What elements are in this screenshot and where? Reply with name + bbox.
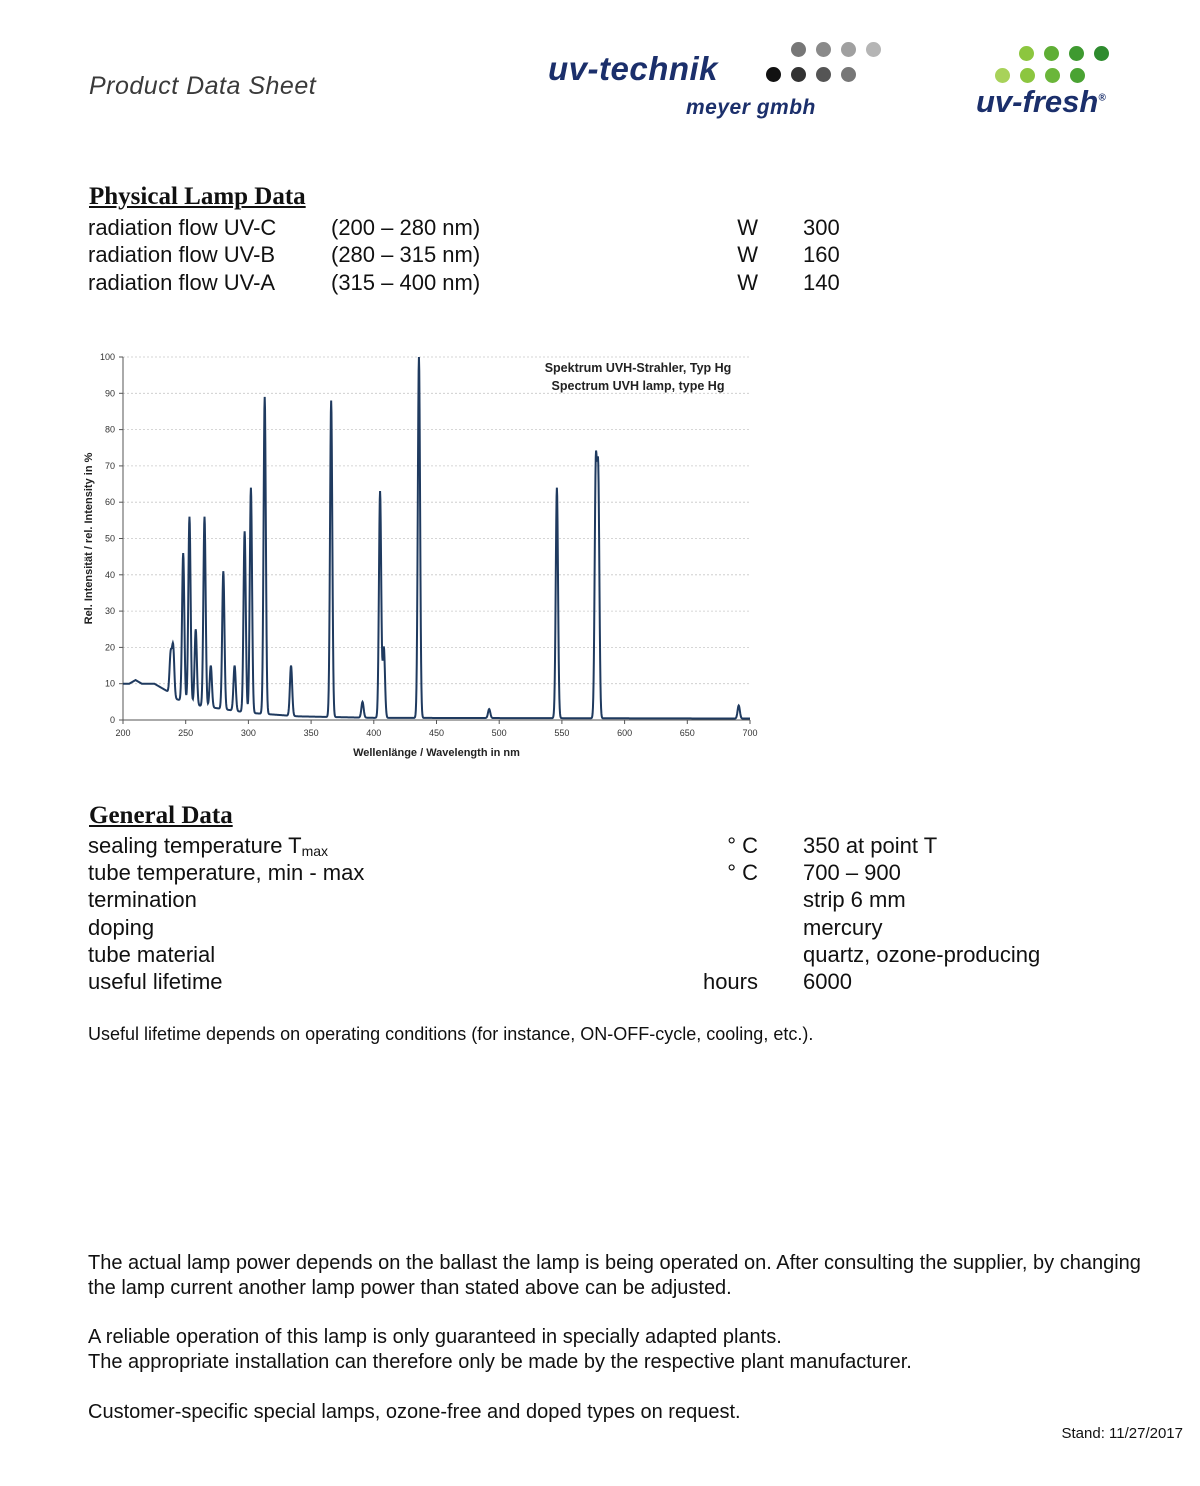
- x-tick-label: 250: [178, 728, 194, 738]
- logo-dot: [791, 67, 806, 82]
- y-tick-label: 20: [104, 642, 115, 653]
- general-row: [0, 833, 1200, 860]
- chart-title: Spektrum UVH-Strahler, Typ Hg: [544, 361, 732, 375]
- row-unit: ° C: [727, 860, 758, 885]
- general-row: [0, 942, 1200, 969]
- chart-subtitle: Spectrum UVH lamp, type Hg: [551, 379, 725, 393]
- row-value: strip 6 mm: [803, 887, 906, 912]
- row-value: mercury: [803, 915, 883, 940]
- row-value: 140: [803, 270, 840, 295]
- logo-dot: [1019, 46, 1034, 61]
- logo-dot: [1020, 68, 1035, 83]
- physical-row: [0, 270, 1200, 297]
- x-tick-label: 400: [366, 728, 382, 738]
- spectrum-series-line: [123, 357, 750, 719]
- y-tick-label: 70: [104, 460, 115, 471]
- logo-dot: [1094, 46, 1109, 61]
- row-label: radiation flow UV-C: [88, 215, 277, 240]
- logo-dot: [1070, 68, 1085, 83]
- row-label-subscript: max: [301, 843, 329, 859]
- y-tick-label: 40: [104, 569, 115, 580]
- special-lamps-paragraph: Customer-specific special lamps, ozone-free and doped types on request.: [88, 1401, 741, 1423]
- row-value: 6000: [803, 969, 852, 994]
- physical-row: [0, 242, 1200, 269]
- row-value: 300: [803, 215, 840, 240]
- row-range: (280 – 315 nm): [331, 242, 481, 267]
- row-unit: W: [737, 270, 758, 295]
- general-row: [0, 860, 1200, 887]
- physical-section-title: Physical Lamp Data: [89, 183, 306, 210]
- row-range: (200 – 280 nm): [331, 215, 481, 240]
- logo-dot: [816, 67, 831, 82]
- x-tick-label: 600: [617, 728, 633, 738]
- general-row: [0, 915, 1200, 942]
- row-unit: W: [737, 242, 758, 267]
- logo-dot: [1044, 46, 1059, 61]
- logo-dot: [841, 42, 856, 57]
- y-tick-label: 30: [104, 606, 115, 617]
- spectrum-chart-svg: [78, 345, 778, 765]
- row-range: (315 – 400 nm): [331, 270, 481, 295]
- logo-dot: [866, 42, 881, 57]
- brand-logo-text: uv-technik: [548, 50, 719, 87]
- row-unit: W: [737, 215, 758, 240]
- x-tick-label: 550: [554, 728, 570, 738]
- brand-logo-subtext: meyer gmbh: [686, 96, 816, 119]
- y-tick-label: 50: [104, 533, 115, 544]
- general-section-title: General Data: [89, 802, 233, 829]
- row-value: quartz, ozone-producing: [803, 942, 1041, 967]
- x-tick-label: 300: [240, 728, 256, 738]
- physical-row: [0, 215, 1200, 242]
- general-row: [0, 969, 1200, 996]
- operation-paragraph-line1: A reliable operation of this lamp is only guaranteed in specially adapted plants.: [88, 1326, 782, 1348]
- general-row: [0, 887, 1200, 914]
- row-label: radiation flow UV-A: [88, 270, 276, 295]
- row-label: radiation flow UV-B: [88, 242, 276, 267]
- row-label: tube temperature, min - max: [88, 860, 365, 885]
- operation-paragraph-line2: The appropriate installation can therefore only be made by the respective plant manufacturer.: [88, 1351, 912, 1373]
- x-tick-label: 700: [742, 728, 758, 738]
- uv-fresh-logo-text: uv-fresh®: [976, 84, 1106, 119]
- y-axis-label: Rel. Intensität / rel. Intensity in %: [83, 452, 95, 625]
- x-axis-label: Wellenlänge / Wavelength in nm: [353, 747, 520, 759]
- logo-dot: [1069, 46, 1084, 61]
- x-tick-label: 650: [679, 728, 695, 738]
- row-unit: hours: [702, 969, 758, 994]
- row-value: 700 – 900: [803, 860, 901, 885]
- y-tick-label: 0: [109, 715, 115, 725]
- row-value: 350 at point T: [803, 833, 938, 858]
- row-label: tube material: [88, 942, 216, 967]
- x-tick-label: 450: [428, 728, 445, 738]
- x-tick-label: 500: [491, 728, 507, 738]
- x-tick-label: 200: [115, 728, 131, 738]
- row-label: termination: [88, 887, 197, 912]
- logo-dot: [766, 67, 781, 82]
- logo-dot: [841, 67, 856, 82]
- ballast-paragraph: The actual lamp power depends on the ballast the lamp is being operated on. After consulting the supplier, by changing the lamp current another lamp power than stated above can be adjusted.: [88, 1252, 1141, 1299]
- stand-date: Stand: 11/27/2017: [1061, 1425, 1183, 1442]
- brand-dots-logo: [765, 40, 885, 88]
- row-value: 160: [803, 242, 840, 267]
- lifetime-note: Useful lifetime depends on operating conditions (for instance, ON-OFF-cycle, cooling, etc.).: [88, 1024, 814, 1044]
- doc-label: Product Data Sheet: [89, 72, 317, 100]
- y-tick-label: 90: [104, 388, 115, 399]
- y-tick-label: 10: [104, 678, 115, 689]
- row-label: sealing temperature $T_{max}$: [88, 833, 329, 859]
- x-tick-label: 350: [303, 728, 319, 738]
- y-tick-label: 80: [104, 424, 115, 435]
- row-label: doping: [88, 915, 155, 940]
- uv-fresh-dots-logo: [994, 44, 1114, 84]
- logo-dot: [791, 42, 806, 57]
- y-tick-label: 60: [104, 497, 115, 508]
- logo-dot: [816, 42, 831, 57]
- row-label: useful lifetime: [88, 969, 223, 994]
- y-tick-label: 100: [99, 352, 115, 362]
- logo-dot: [1045, 68, 1060, 83]
- logo-dot: [995, 68, 1010, 83]
- spectrum-chart: [78, 345, 778, 765]
- row-unit: ° C: [727, 833, 758, 858]
